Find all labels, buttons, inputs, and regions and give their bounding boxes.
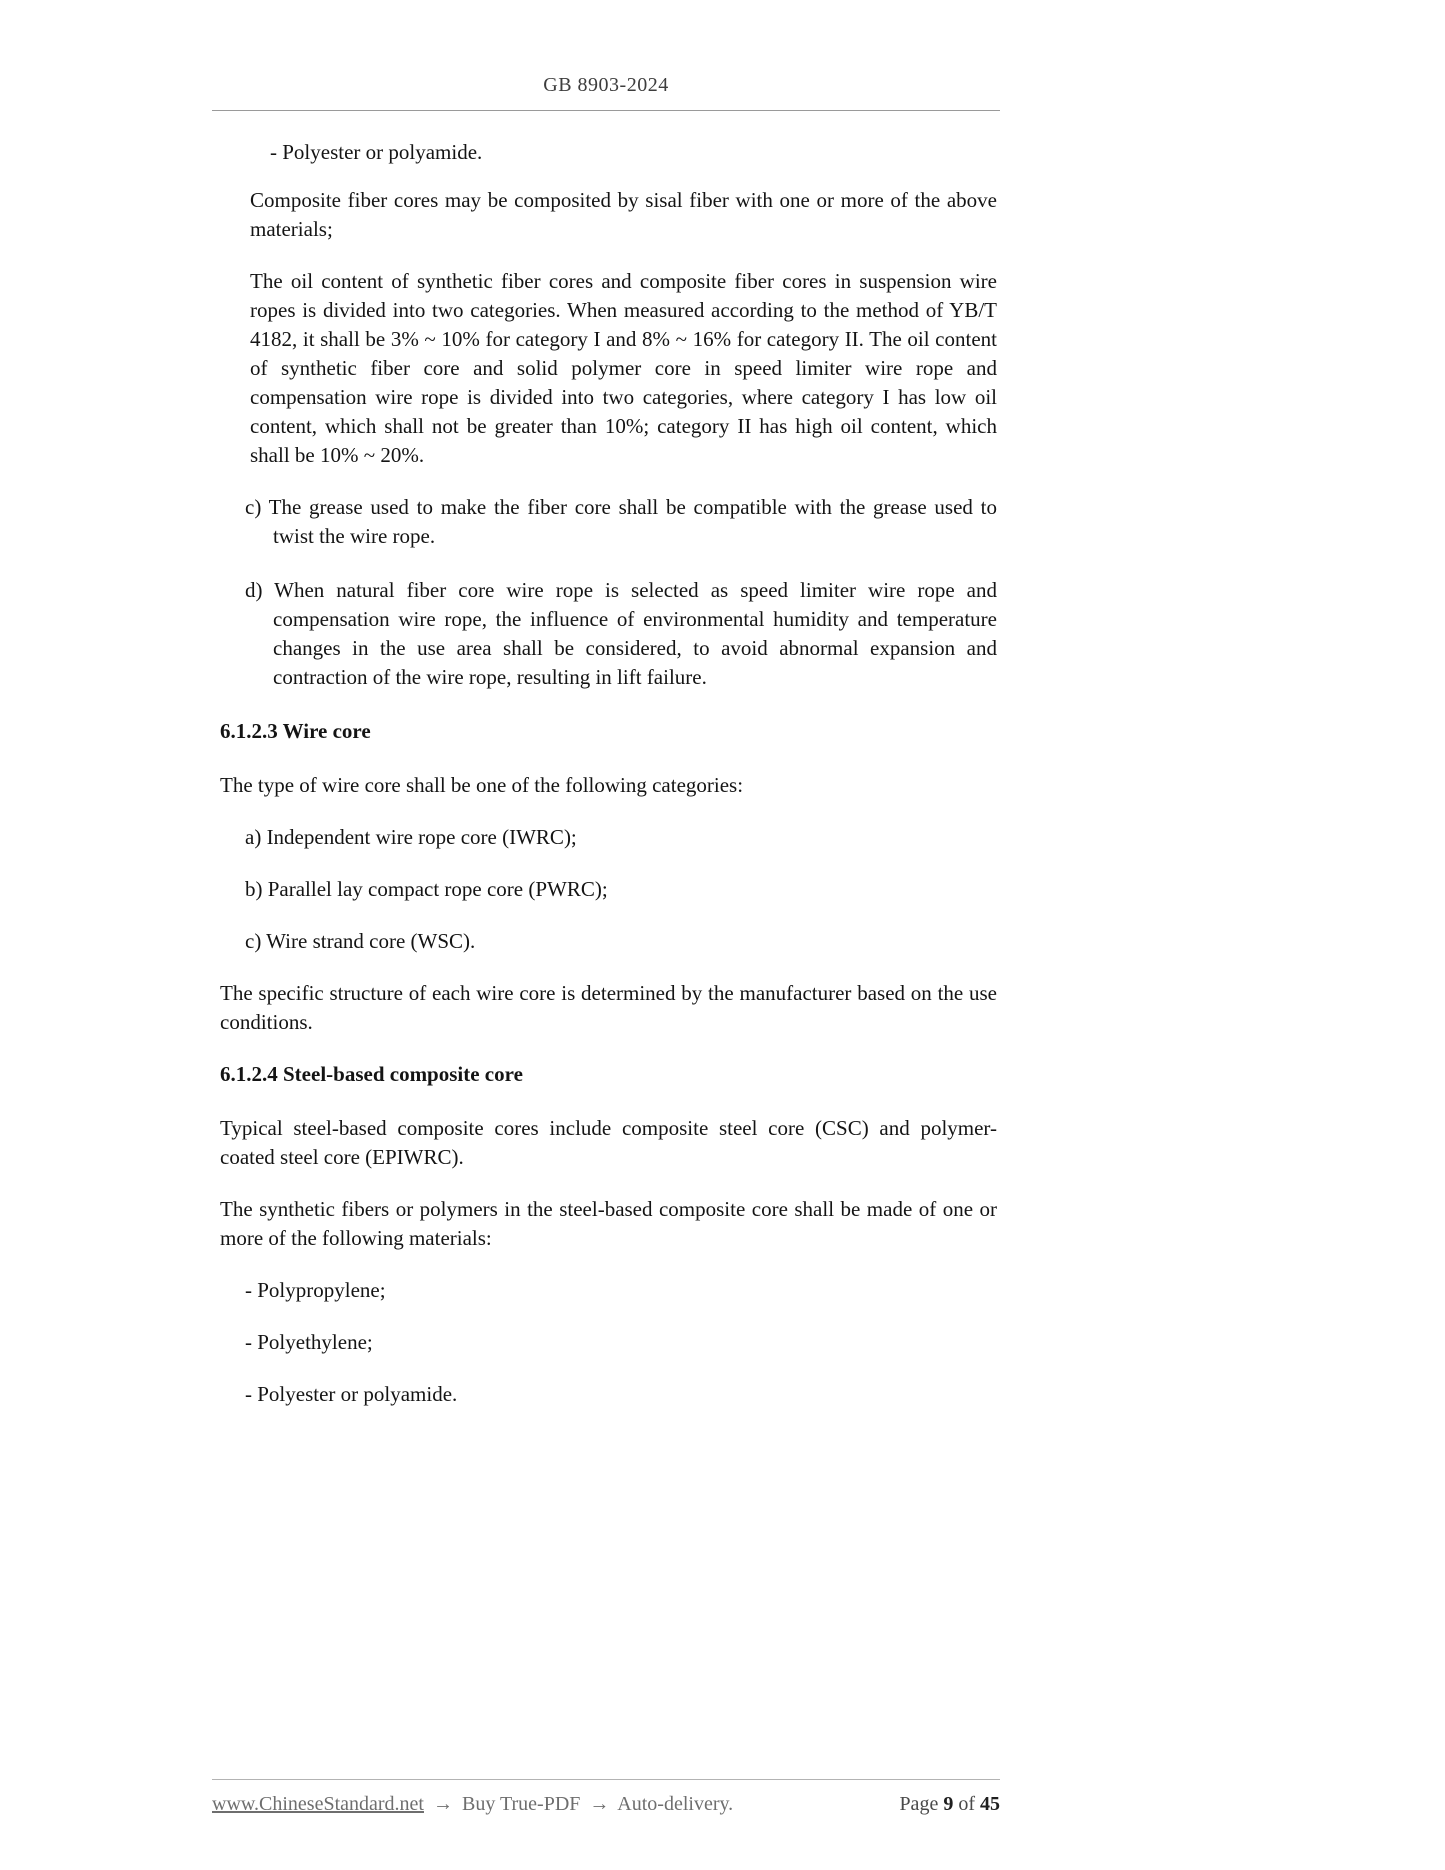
total-pages: 45 — [980, 1793, 1000, 1815]
paragraph: The type of wire core shall be one of the following categories: — [220, 773, 744, 797]
paragraph: The oil content of synthetic fiber cores and composite fiber cores in suspension wire ropes is divided into two categories. When measured according to the method of YB/T 4182, it shall be 3% ~ 10% for category I and 8% ~ 16% for category II. The oil content of synthetic fiber core and solid polymer core in speed limiter wire rope and compensation wire rope is divided into two categories, where category I has low oil content, which shall not be greater than 10%; category II has high oil content, which shall be 10% ~ 20%. — [250, 269, 997, 467]
of-word: of — [958, 1793, 975, 1815]
site-link[interactable]: www.ChineseStandard.net — [212, 1793, 424, 1815]
document-body — [220, 138, 997, 1432]
paragraph: Composite fiber cores may be composited by sisal fiber with one or more of the above materials; — [250, 188, 997, 241]
header-divider — [212, 110, 1000, 111]
footer-buy-label: Buy True-PDF — [462, 1793, 581, 1815]
document-number: GB 8903-2024 — [543, 74, 669, 96]
list-item: a) Independent wire rope core (IWRC); — [245, 825, 577, 849]
paragraph: Typical steel-based composite cores include composite steel core (CSC) and polymer-coated steel core (EPIWRC). — [220, 1116, 997, 1169]
page-footer — [212, 1793, 1000, 1816]
list-item: - Polyethylene; — [245, 1330, 373, 1354]
list-item: - Polyester or polyamide. — [245, 1382, 458, 1406]
list-item: c) The grease used to make the fiber core shall be compatible with the grease used to twist the wire rope. — [245, 495, 997, 548]
list-item: - Polypropylene; — [245, 1278, 386, 1302]
heading-steel-based-composite-core: 6.1.2.4 Steel-based composite core — [220, 1062, 523, 1086]
list-item: b) Parallel lay compact rope core (PWRC); — [245, 877, 608, 901]
page-number: 9 — [943, 1793, 954, 1815]
list-item: c) Wire strand core (WSC). — [245, 929, 476, 953]
list-item: d) When natural fiber core wire rope is selected as speed limiter wire rope and compensation wire rope, the influence of environmental humidity and temperature changes in the use area shall be considered, to avoid abnormal expansion and contraction of the wire rope, resulting in lift failure. — [245, 578, 997, 689]
paragraph: The synthetic fibers or polymers in the steel-based composite core shall be made of one or more of the following materials: — [220, 1197, 997, 1250]
list-item: - Polyester or polyamide. — [270, 140, 483, 164]
heading-wire-core: 6.1.2.3 Wire core — [220, 719, 371, 743]
page-word: Page — [899, 1793, 939, 1815]
footer-divider — [212, 1779, 1000, 1780]
arrow-right-icon: → — [589, 1793, 610, 1815]
footer-delivery-label: Auto-delivery. — [617, 1793, 734, 1815]
footer-source-line — [212, 1793, 733, 1816]
arrow-right-icon: → — [433, 1793, 453, 1815]
page-indicator — [899, 1793, 1000, 1816]
paragraph: The specific structure of each wire core is determined by the manufacturer based on the use conditions. — [220, 981, 997, 1034]
